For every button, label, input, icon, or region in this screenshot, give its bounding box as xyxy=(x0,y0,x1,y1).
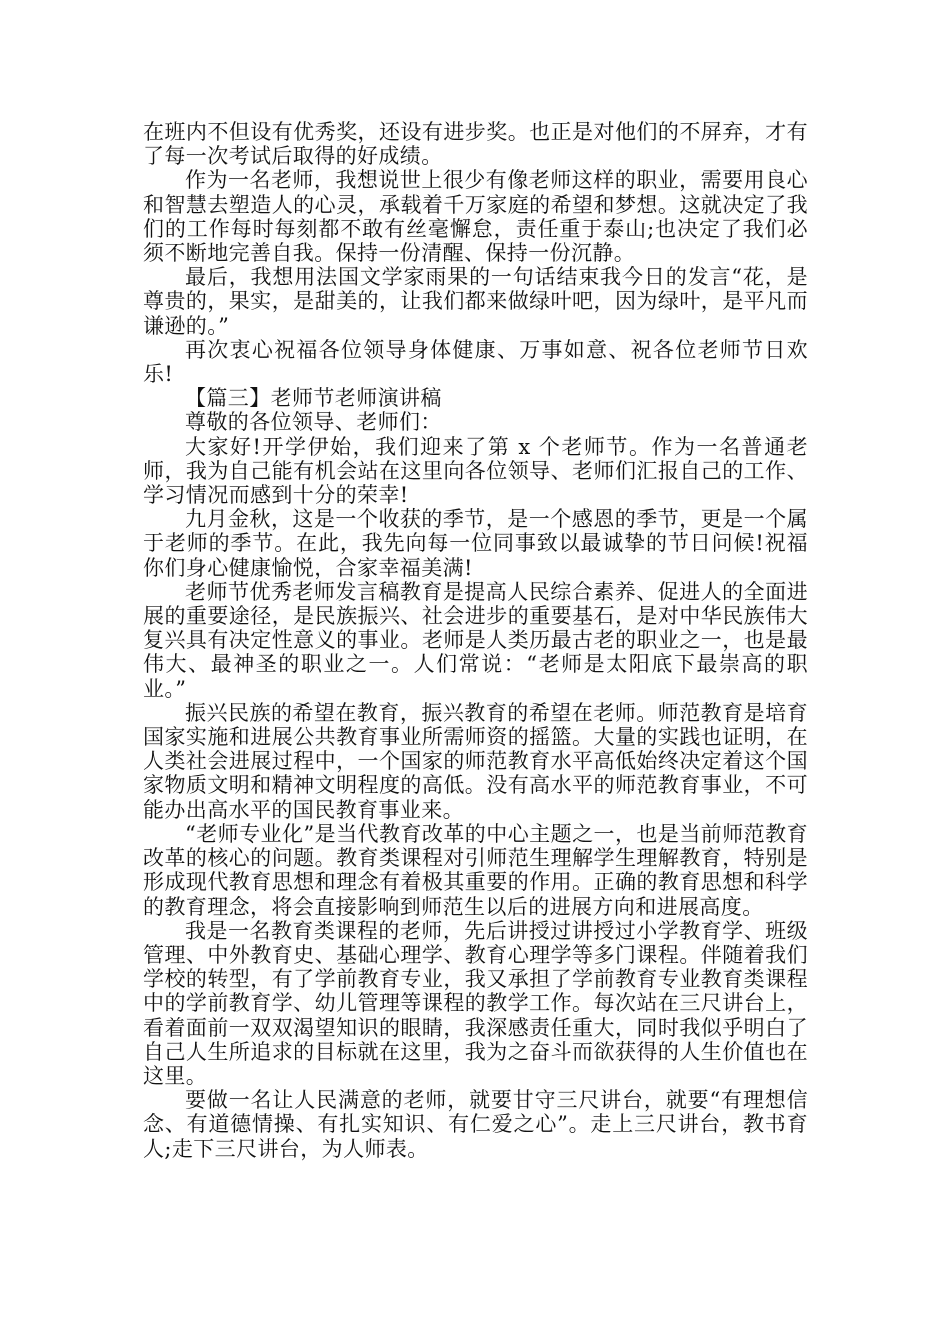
paragraph-closing-wishes: 再次衷心祝福各位领导身体健康、万事如意、祝各位老师节日欢乐! xyxy=(143,337,808,387)
paragraph-professionalization: “老师专业化”是当代教育改革的中心主题之一，也是当前师范教育改革的核心的问题。教育类课程对引师范生理解学生理解教育，特别是形成现代教育思想和理念有着极其重要的作用。正确的教育思想和科学的教育理念，将会直接影响到师范生以后的进展方向和进展高度。 xyxy=(143,821,808,919)
paragraph-salutation: 尊敬的各位领导、老师们： xyxy=(185,410,442,435)
paragraph-education-importance: 老师节优秀老师发言稿教育是提高人民综合素养、促进人的全面进展的重要途径，是民族振兴、社会进步的重要基石，是对中华民族伟大复兴具有决定性意义的事业。老师是人类历最古老的职业之一，也是最伟大、最神圣的职业之一。人们常说：“老师是太阳底下最崇高的职业。” xyxy=(143,579,808,701)
paragraph-continuation: 在班内不但设有优秀奖，还设有进步奖。也正是对他们的不屏弃，才有了每一次考试后取得的好成绩。 xyxy=(143,120,808,169)
paragraph-national-revival: 振兴民族的希望在教育，振兴教育的希望在老师。师范教育是培育国家实施和进展公共教育事业所需师资的摇篮。大量的实践也证明，在人类社会进展过程中，一个国家的师范教育水平高低始终决定着这个国家物质文明和精神文明程度的高低。没有高水平的师范教育事业，不可能办出高水平的国民教育事业来。 xyxy=(143,700,808,822)
paragraph-my-courses: 我是一名教育类课程的老师，先后讲授过讲授过小学教育学、班级管理、中外教育史、基础心理学、教育心理学等多门课程。伴随着我们学校的转型，有了学前教育专业，我又承担了学前教育专业教育类课程中的学前教育学、幼儿管理等课程的教学工作。每次站在三尺讲台上，看着面前一双双渴望知识的眼睛，我深感责任重大，同时我似乎明白了自己人生所追求的目标就在这里，我为之奋斗而欲获得的人生价值也在这里。 xyxy=(143,918,808,1088)
paragraph-hugo-quote: 最后，我想用法国文学家雨果的一句话结束我今日的发言“花，是尊贵的，果实，是甜美的，让我们都来做绿叶吧，因为绿叶，是平凡而谦逊的。” xyxy=(143,265,808,338)
paragraph-greeting: 大家好!开学伊始，我们迎来了第 x 个老师节。作为一名普通老师，我为自己能有机会站在这里向各位领导、老师们汇报自己的工作、学习情况而感到十分的荣幸! xyxy=(143,434,808,508)
paragraph-satisfying-teacher: 要做一名让人民满意的老师，就要甘守三尺讲台，就要“有理想信念、有道德情操、有扎实知识、有仁爱之心”。走上三尺讲台，教书育人;走下三尺讲台，为人师表。 xyxy=(143,1088,808,1161)
section-heading-part-three: 【篇三】老师节老师演讲稿 xyxy=(185,386,442,411)
paragraph-teacher-profession: 作为一名老师，我想说世上很少有像老师这样的职业，需要用良心和智慧去塑造人的心灵，承载着千万家庭的希望和梦想。这就决定了我们的工作每时每刻都不敢有丝毫懈怠，责任重于泰山;也决定了我们必须不断地完善自我。保持一份清醒、保持一份沉静。 xyxy=(143,168,808,266)
document-body xyxy=(143,120,808,1161)
paragraph-autumn: 九月金秋，这是一个收获的季节，是一个感恩的季节，更是一个属于老师的季节。在此，我先向每一位同事致以最诚挚的节日问候!祝福你们身心健康愉悦，合家幸福美满! xyxy=(143,507,808,580)
